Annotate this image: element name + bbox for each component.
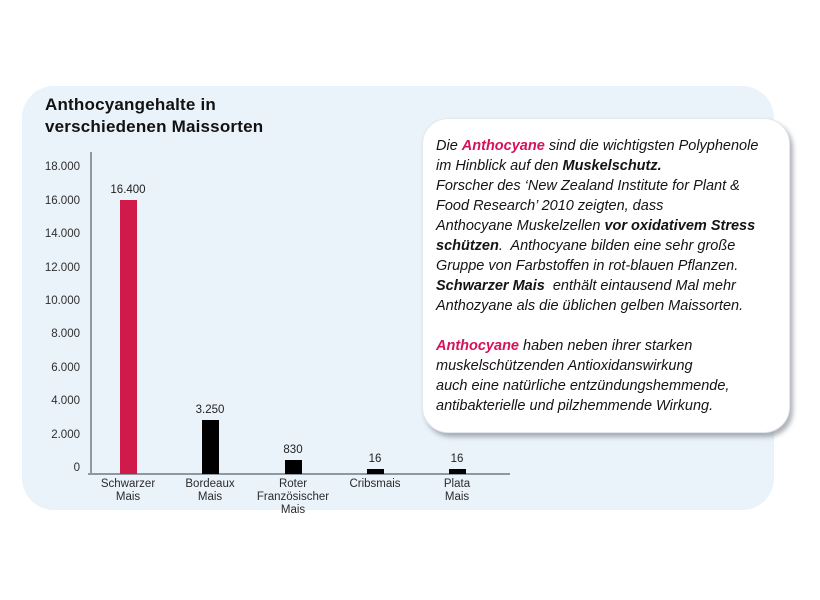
category-label-line: Schwarzer [100,478,156,490]
info-text-line [436,156,779,176]
info-text-run: Forscher des ‘New Zealand Institute for Plant & [436,178,740,194]
category-label-line: Plata [443,478,471,490]
y-axis-tick-label: 6.000 [51,361,80,374]
info-text-line [436,256,779,276]
info-text-line [436,296,779,316]
bar-value-label: 16.400 [110,184,146,197]
bar-value-label: 830 [283,444,303,457]
y-axis-tick-label: 14.000 [44,228,80,241]
y-axis-tick-label: 0 [73,462,80,474]
info-text-run: sind die wichtigsten Polyphenole [544,138,759,154]
x-axis-category-label [409,478,505,504]
info-text-run: Muskelschutz. [562,158,662,174]
info-paragraph [436,136,779,316]
category-label-line: Mais [197,491,223,503]
info-text-run: antibakterielle und pilzhemmende Wirkung. [436,398,714,414]
category-label-line: Französischer [256,491,330,503]
info-text-run: enthält eintausend Mal mehr [544,278,736,294]
accent-text: Anthocyane [436,338,519,354]
accent-text: Anthocyane [461,138,545,154]
info-text-run: Die [436,138,462,154]
category-label-line: Mais [444,491,470,503]
info-text-run: haben neben ihrer starken [519,338,693,354]
bar [449,469,466,474]
category-label-line: Mais [115,491,141,503]
y-axis-tick-label: 16.000 [44,194,80,207]
info-text-line [436,356,779,376]
info-text-run: . Anthocyane bilden eine sehr große [498,238,736,254]
info-text-line [436,136,779,156]
category-label-line: Bordeaux [185,478,235,490]
info-text-run: Schwarzer Mais [436,278,545,294]
info-text-line [436,276,779,296]
info-text-run: Anthozyane als die üblichen gelben Maissorten. [436,298,744,314]
info-text-line [436,396,779,416]
chart-title-line1: Anthocyangehalte in [45,95,216,114]
info-text-run: muskelschützenden Antioxidanswirkung [436,358,693,374]
x-axis-category-label [162,478,258,504]
chart-card [22,86,774,516]
info-text-run: Food Research’ 2010 zeigten, dass [436,198,664,214]
info-text-line [436,176,779,196]
category-label-line: Cribsmais [349,478,401,490]
category-label-line: Roter [278,478,308,490]
info-paragraph [436,336,779,416]
info-text-line [436,236,779,256]
info-text-run: im Hinblick auf den [436,158,563,174]
chart-title [45,94,263,138]
bar [120,200,137,474]
info-text-run: Gruppe von Farbstoffen in rot-blauen Pflanzen. [436,258,739,274]
y-axis-tick-label: 18.000 [44,161,80,174]
y-axis-tick-label: 10.000 [44,295,80,307]
info-text-run: Anthocyane Muskelzellen [436,218,605,234]
bar-value-label: 3.250 [195,403,225,416]
info-text-run: schützen [436,238,499,254]
y-axis-tick-label: 4.000 [51,395,80,408]
bar [367,469,384,474]
y-axis-line [90,152,92,475]
info-text-run: auch eine natürliche entzündungshemmende, [436,378,730,394]
bar [285,460,302,474]
bar-value-label: 16 [450,453,464,465]
category-label-line: Mais [280,504,306,516]
info-text-line [436,336,779,356]
y-axis-tick-label: 8.000 [51,328,80,341]
info-box [422,118,790,433]
y-axis-tick-label: 2.000 [51,428,80,441]
bar [202,420,219,474]
info-text-line [436,196,779,216]
info-text-run: vor oxidativem Stress [604,218,756,234]
bar-value-label: 16 [368,453,382,465]
info-text-line [436,216,779,236]
y-axis-tick-label: 12.000 [44,261,80,274]
chart-title-line2: verschiedenen Maissorten [45,117,264,136]
info-text-line [436,376,779,396]
